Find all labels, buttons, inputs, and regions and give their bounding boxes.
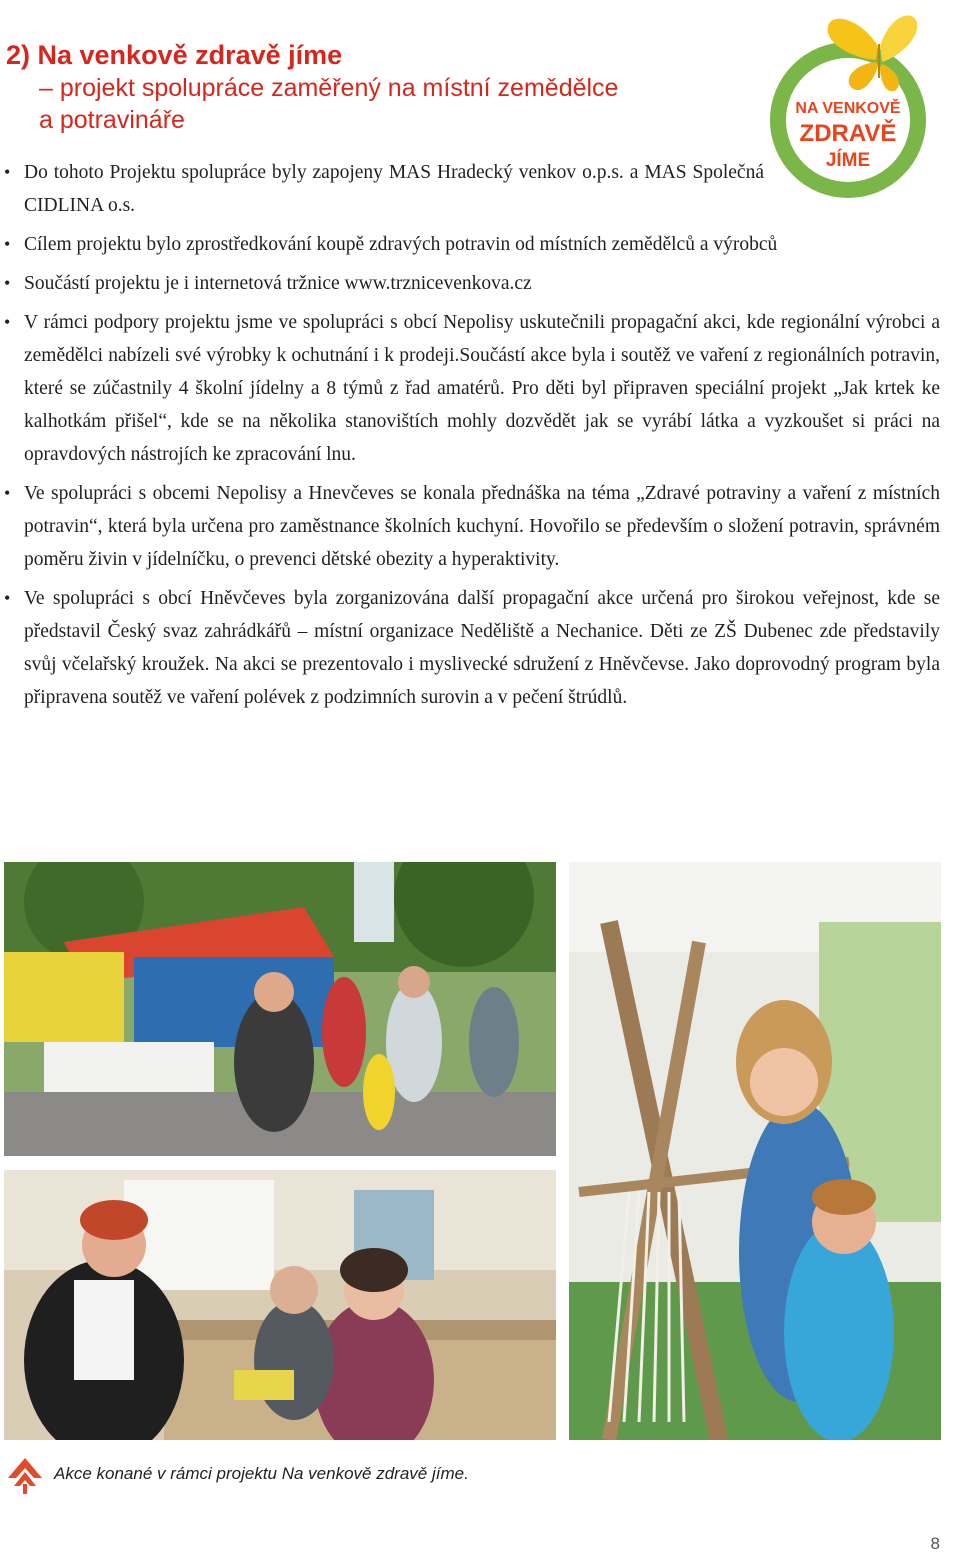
page-subtitle-line2: a potravináře bbox=[39, 106, 185, 134]
logo-text-line1: NA VENKOVĚ bbox=[795, 100, 901, 117]
logo-text-line3: JÍME bbox=[825, 150, 871, 171]
page-number: 8 bbox=[930, 1534, 940, 1553]
bullet-item: • Součástí projektu je i internetová tržnice www.trznicevenkova.cz bbox=[4, 267, 940, 300]
logo-text-line2: ZDRAVĚ bbox=[799, 120, 897, 147]
photo-market bbox=[4, 862, 556, 1156]
heading-block bbox=[6, 38, 746, 136]
bullet-item: • V rámci podpory projektu jsme ve spolupráci s obcí Nepolisy uskutečnili propagační akci, kde regionální výrobci a zemědělci nabízeli své výrobky k ochutnání i k prodeji.Součástí akce byla i soutěž ve vaření z regionálních potravin, které se zúčastnily 4 školní jídelny a 8 týmů z řad amatérů. Pro děti byl připraven speciální projekt „Jak krtek ke kalhotkám přišel“, kde se na několika stanovištích mohly dozvědět jak se vyrábí látka a vyzkoušet si práci na opravdových nástrojích ke zpracování lnu. bbox=[4, 306, 940, 471]
bullet-item: • Do tohoto Projektu spolupráce byly zapojeny MAS Hradecký venkov o.p.s. a MAS Společná CIDLINA o.s. bbox=[4, 156, 764, 222]
bullet-item: • Ve spolupráci s obcí Hněvčeves byla zorganizována další propagační akce určená pro širokou veřejnost, kde se představil Český svaz zahrádkářů – místní organizace Neděliště a Nechanice. Děti ze ZŠ Dubenec zde představily svůj včelařský kroužek. Na akci se prezentovalo i myslivecké sdružení z Hněvčevse. Jako doprovodný program byla připravena soutěž ve vaření polévek z podzimních surovin a v pečení štrúdlů. bbox=[4, 582, 940, 714]
photo-weaving bbox=[569, 862, 941, 1440]
caption-logo-icon bbox=[6, 1456, 44, 1496]
bullet-item: • Cílem projektu bylo zprostředkování koupě zdravých potravin od místních zemědělců a výrobců bbox=[4, 228, 940, 261]
bullet-item: • Ve spolupráci s obcemi Nepolisy a Hnevčeves se konala přednáška na téma „Zdravé potraviny a vaření z místních potravin“, která byla určena pro zaměstnance školních kuchyní. Hovořilo se především o složení potravin, správném poměru živin v jídelníčku, o prevenci dětské obezity a hyperaktivity. bbox=[4, 477, 940, 576]
page-subtitle-line1: – projekt spolupráce zaměřený na místní zemědělce bbox=[39, 74, 619, 102]
page-title: 2) Na venkově zdravě jíme bbox=[6, 40, 343, 70]
bullet-list bbox=[4, 156, 940, 720]
photo-caption: Akce konané v rámci projektu Na venkově zdravě jíme. bbox=[54, 1464, 469, 1483]
photo-lecture bbox=[4, 1170, 556, 1440]
